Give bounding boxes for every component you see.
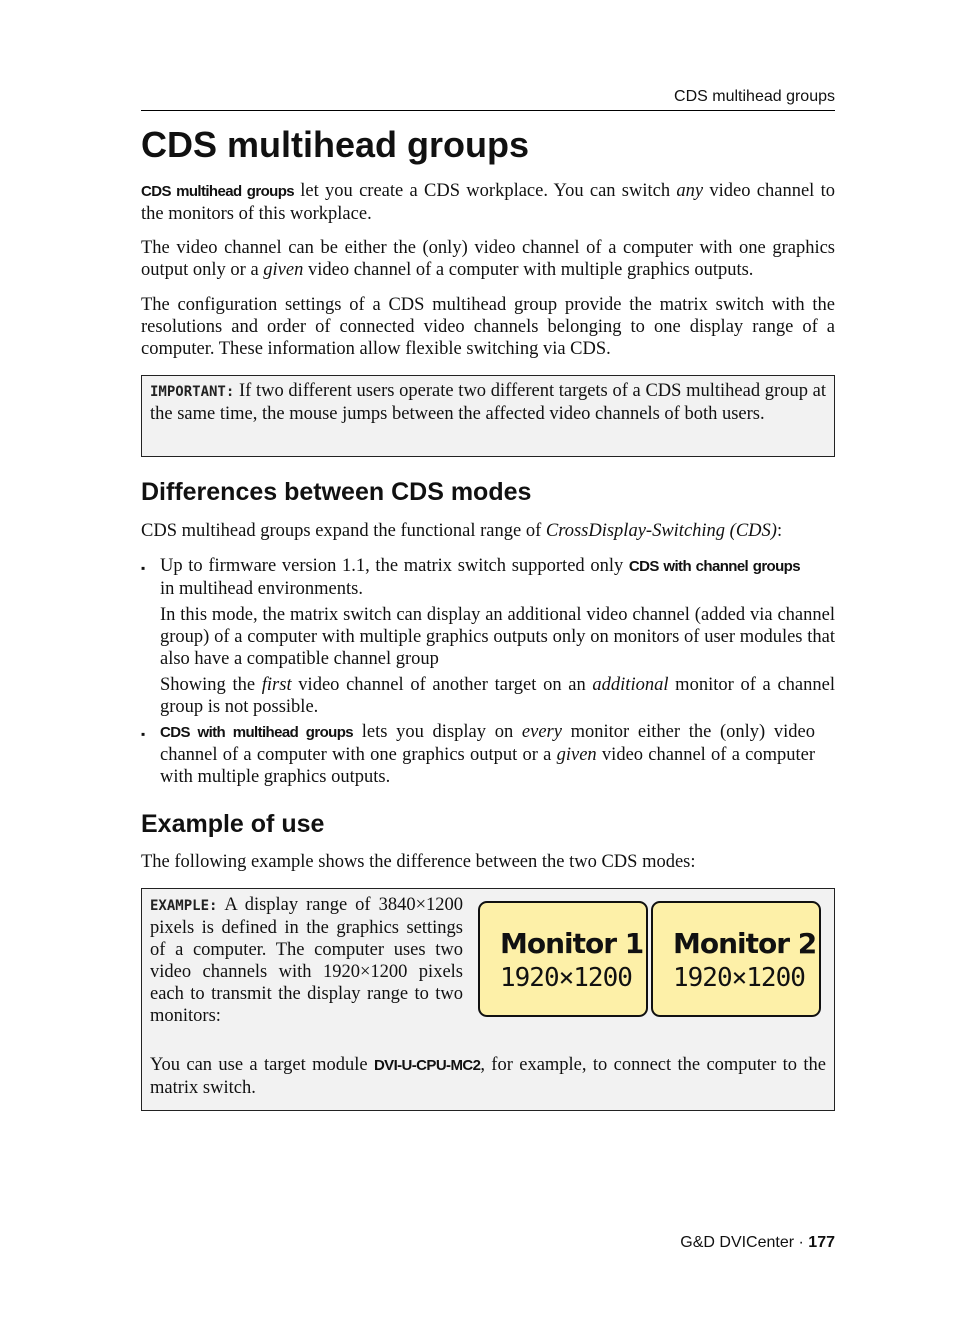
intro-paragraph-1 (141, 180, 835, 225)
monitor-2-name: Monitor 2 (673, 927, 817, 960)
text: video channel of another target on an (291, 675, 593, 695)
monitor-1-resolution: 1920×1200 (500, 963, 632, 993)
list-item-subparagraph: In this mode, the matrix switch can display an additional video channel (added via channel group) of a computer with multiple graphics outputs only on monitors of user modules that also have a compatible channel group (160, 605, 835, 669)
term-cds-with-multihead-groups: CDS with multihead groups (160, 724, 354, 741)
emphasis: any (676, 181, 704, 201)
text: in multihead environments. (160, 579, 363, 599)
emphasis: additional (592, 675, 669, 695)
list-item-subparagraph (160, 674, 835, 718)
running-header-title: CDS multihead groups (674, 88, 835, 105)
section-heading-example: Example of use (141, 810, 325, 838)
example-label: EXAMPLE: (150, 898, 218, 914)
text: A display range of 3840×1200 pixels is defined in the graphics settings of a computer. The computer uses two video channels with 1920×1200 pixels each to transmit the display range to two monitors: (150, 895, 463, 1026)
running-header (141, 88, 835, 111)
text: monitor of a channel group is not possible. (160, 675, 835, 717)
important-label: IMPORTANT: (150, 384, 235, 400)
emphasis: CrossDisplay-Switching (CDS) (545, 521, 777, 541)
monitor-1-name: Monitor 1 (500, 927, 644, 960)
text: video channel to the monitors of this workplace. (141, 181, 835, 224)
term-cds-with-channel-groups: CDS with channel groups (628, 558, 800, 575)
section-differences-intro (141, 520, 835, 542)
monitor-2-graphic (651, 901, 821, 1017)
text: Up to firmware version 1.1, the matrix switch supported only (160, 556, 629, 576)
text: CDS multihead groups expand the functional range of (141, 521, 546, 541)
bullet-icon: ▪ (141, 561, 146, 575)
list-item (141, 721, 835, 788)
page-footer (541, 1234, 835, 1252)
intro-paragraph-2 (141, 237, 835, 281)
page-number: 177 (808, 1234, 835, 1251)
term-cds-multihead-groups: CDS multihead groups (141, 183, 294, 200)
emphasis: given (556, 745, 597, 765)
list-item-text (160, 555, 800, 600)
emphasis: first (261, 675, 292, 695)
text: You can use a target module (150, 1055, 374, 1075)
intro-paragraph-3: The configuration settings of a CDS multihead group provide the matrix switch with the resolutions and order of connected video channels belonging to one display range of a computer. These information allow flexible switching via CDS. (141, 295, 835, 359)
text: If two different users operate two different targets of a CDS multihead group at the same time, the mouse jumps between the affected video channels of both users. (150, 381, 826, 424)
example-box (141, 888, 835, 1111)
section-heading-differences: Differences between CDS modes (141, 478, 532, 506)
emphasis: given (263, 260, 304, 280)
footer-separator: · (794, 1234, 809, 1251)
text: monitor either the (only) video channel of a computer with one graphics output or a (160, 722, 815, 765)
list-item-text (160, 721, 815, 788)
important-text (150, 380, 826, 425)
bullet-icon: ▪ (141, 727, 146, 741)
example-bottom-text (150, 1054, 826, 1099)
emphasis: every (521, 722, 562, 742)
text: video channel of a computer with multiple graphics outputs. (160, 745, 816, 787)
page-title: CDS multihead groups (141, 124, 530, 165)
text: lets you display on (353, 722, 522, 742)
list-item (141, 555, 835, 718)
term-dvi-u-cpu-mc2: DVI-U-CPU-MC2 (373, 1057, 481, 1074)
footer-product: G&D DVICenter (680, 1234, 795, 1251)
monitor-1-graphic (478, 901, 648, 1017)
section-example-intro: The following example shows the difference between the two CDS modes: (141, 852, 696, 872)
text: , for example, to connect the computer to the matrix switch. (150, 1055, 827, 1098)
text: Showing the (160, 675, 262, 695)
text: let you create a CDS workplace. You can switch (294, 181, 677, 201)
example-text (150, 894, 463, 1027)
monitor-2-resolution: 1920×1200 (673, 963, 805, 993)
text: The video channel can be either the (only) video channel of a computer with one graphics output only or a (141, 238, 835, 280)
text: : (776, 521, 783, 541)
important-notice (141, 375, 835, 457)
text: video channel of a computer with multiple graphics outputs. (303, 260, 754, 280)
